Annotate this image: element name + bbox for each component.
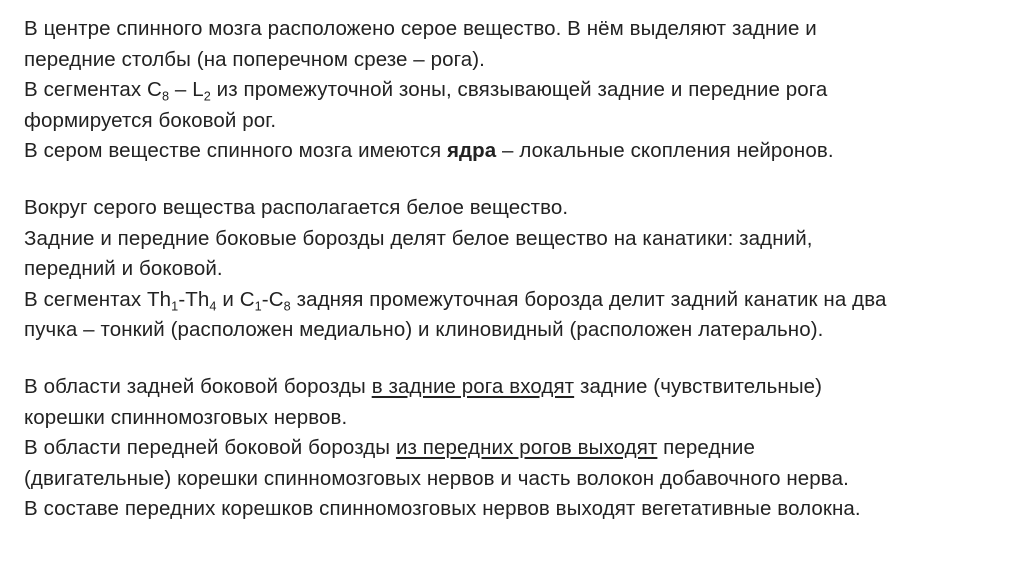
underlined-phrase: из передних рогов выходят [395,436,658,460]
text-line: формируется боковой рог. [24,108,277,132]
bold-term: ядра [446,139,497,163]
paragraph-white-matter [24,193,1014,346]
underlined-phrase: в задние рога входят [371,374,575,398]
text-line: (двигательные) корешки спинномозговых нервов и часть волокон добавочного нерва. [24,466,849,490]
text-line: корешки спинномозговых нервов. [24,405,348,429]
slide-content [24,14,1014,525]
text-line: В сером веществе спинного мозга имеются ядра – локальные скопления нейронов. [24,139,834,163]
subscript: 1 [171,298,179,314]
text-line: передние столбы (на поперечном срезе – рога). [24,47,485,71]
text-line: В сегментах $Th_1-Th_4$ и $C_1-C_8$ задняя промежуточная борозда делит задний канатик на два [24,287,887,314]
subscript: 1 [254,298,262,314]
text-line: В сегментах $C_8 - L_2$ из промежуточной зоны, связывающей задние и передние рога [24,78,828,104]
text-line: передний и боковой. [24,257,223,281]
text-line: В области передней боковой борозды из передних рогов выходят передние [24,436,755,460]
text-line: В области задней боковой борозды в задние рога входят задние (чувствительные) [24,374,823,398]
text-line: В центре спинного мозга расположено серое вещество. В нём выделяют задние и [24,17,817,40]
subscript: 8 [283,298,291,314]
text-line: Задние и передние боковые борозды делят белое вещество на канатики: задний, [24,226,813,250]
text-line: пучка – тонкий (расположен медиально) и клиновидный (расположен латерально). [24,318,824,342]
text-line: Вокруг серого вещества располагается белое вещество. [24,195,569,219]
subscript: 4 [209,298,217,314]
text-line: В составе передних корешков спинномозговых нервов выходят вегетативные волокна. [24,497,861,521]
paragraph-nerve-roots [24,372,1014,525]
paragraph-gray-matter [24,14,1014,167]
subscript: 8 [161,88,170,104]
subscript: 2 [203,88,211,104]
